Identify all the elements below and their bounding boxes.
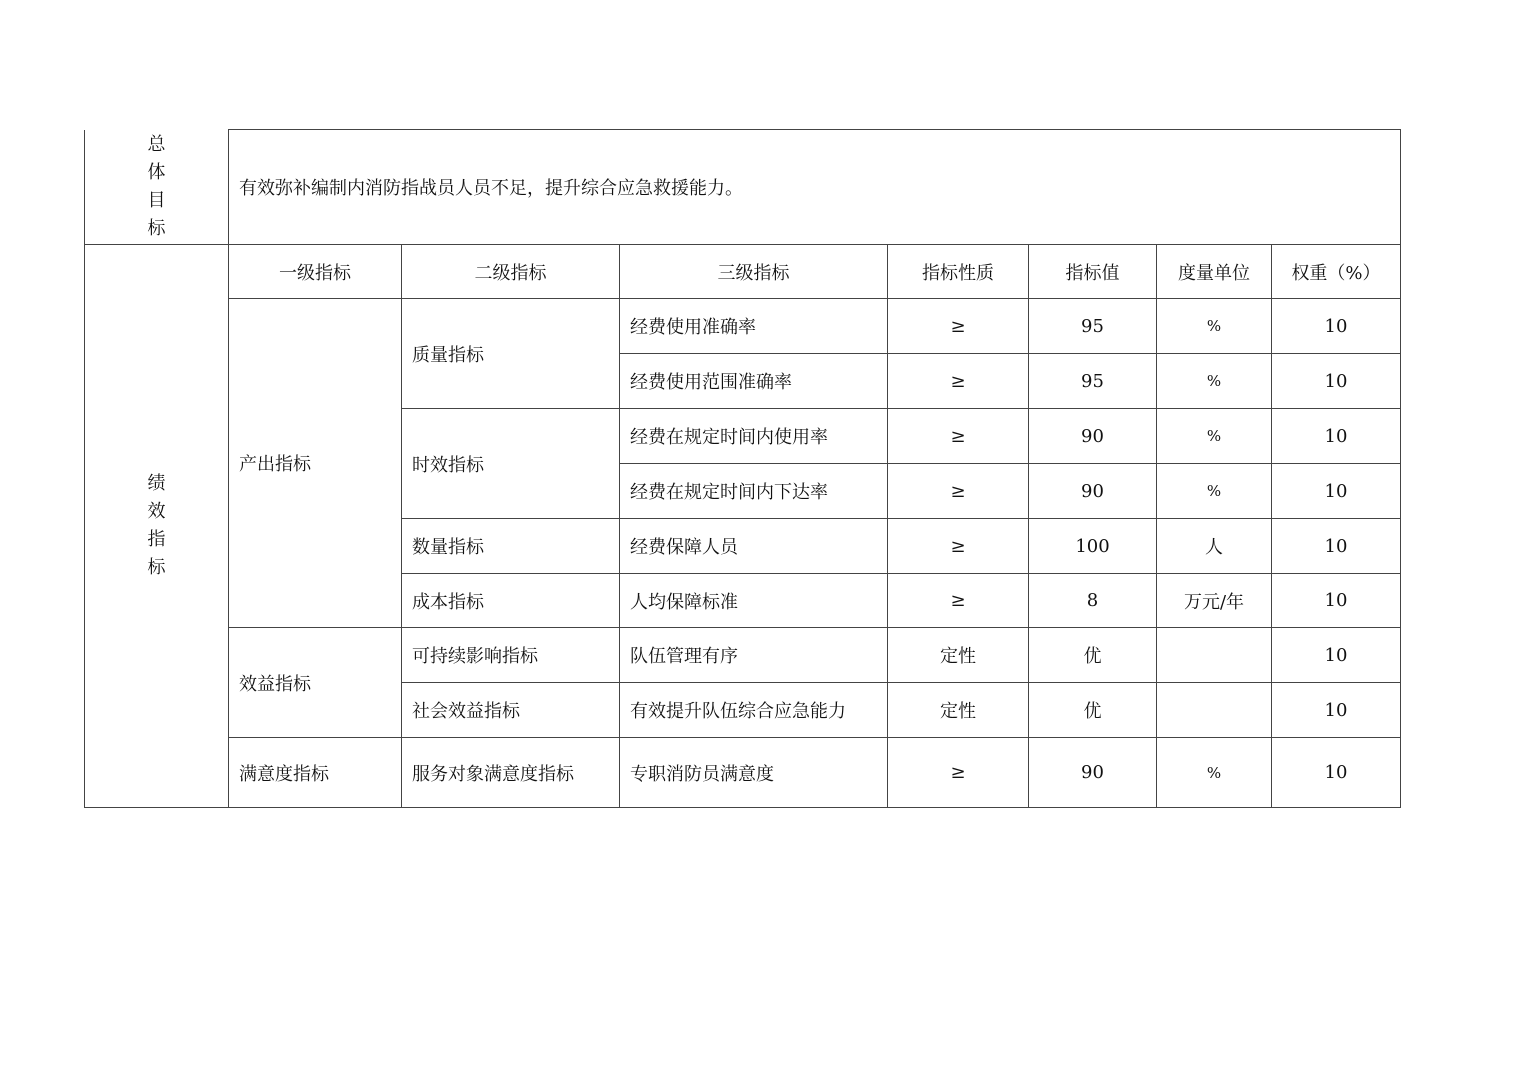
group-satisfaction: 满意度指标 bbox=[229, 738, 402, 808]
subgroup-quantity: 数量指标 bbox=[402, 519, 620, 574]
indicator-weight: 10 bbox=[1272, 299, 1401, 354]
indicator-weight: 10 bbox=[1272, 574, 1401, 628]
table-row bbox=[85, 738, 1401, 808]
indicator-weight: 10 bbox=[1272, 628, 1401, 683]
indicator-name: 经费在规定时间内使用率 bbox=[620, 409, 888, 464]
indicator-nature: ≥ bbox=[888, 574, 1029, 628]
indicator-name: 有效提升队伍综合应急能力 bbox=[620, 683, 888, 738]
performance-indicator-label: 绩效指标 bbox=[85, 245, 229, 808]
indicator-nature: ≥ bbox=[888, 464, 1029, 519]
indicator-value: 90 bbox=[1029, 464, 1157, 519]
indicator-value: 95 bbox=[1029, 354, 1157, 409]
overall-target-text: 有效弥补编制内消防指战员人员不足，提升综合应急救援能力。 bbox=[229, 130, 1401, 245]
indicator-unit: % bbox=[1157, 464, 1272, 519]
indicator-name: 经费保障人员 bbox=[620, 519, 888, 574]
indicator-unit bbox=[1157, 628, 1272, 683]
indicator-weight: 10 bbox=[1272, 354, 1401, 409]
indicator-value: 95 bbox=[1029, 299, 1157, 354]
indicator-nature: ≥ bbox=[888, 738, 1029, 808]
subgroup-cost: 成本指标 bbox=[402, 574, 620, 628]
indicator-value: 优 bbox=[1029, 628, 1157, 683]
group-benefit: 效益指标 bbox=[229, 628, 402, 738]
indicator-name: 专职消防员满意度 bbox=[620, 738, 888, 808]
subgroup-service: 服务对象满意度指标 bbox=[402, 738, 620, 808]
header-level3: 三级指标 bbox=[620, 245, 888, 299]
indicator-unit: % bbox=[1157, 409, 1272, 464]
indicator-weight: 10 bbox=[1272, 519, 1401, 574]
table-row bbox=[85, 628, 1401, 683]
indicator-name: 人均保障标准 bbox=[620, 574, 888, 628]
indicator-nature: ≥ bbox=[888, 409, 1029, 464]
indicator-value: 90 bbox=[1029, 738, 1157, 808]
table-row bbox=[85, 299, 1401, 354]
indicator-name: 经费使用范围准确率 bbox=[620, 354, 888, 409]
indicator-value: 优 bbox=[1029, 683, 1157, 738]
indicator-nature: ≥ bbox=[888, 519, 1029, 574]
indicator-name: 队伍管理有序 bbox=[620, 628, 888, 683]
indicator-unit bbox=[1157, 683, 1272, 738]
indicator-weight: 10 bbox=[1272, 409, 1401, 464]
indicator-unit: % bbox=[1157, 299, 1272, 354]
indicator-unit: % bbox=[1157, 354, 1272, 409]
indicator-unit: % bbox=[1157, 738, 1272, 808]
indicator-unit: 人 bbox=[1157, 519, 1272, 574]
indicator-nature: 定性 bbox=[888, 683, 1029, 738]
indicator-value: 90 bbox=[1029, 409, 1157, 464]
subgroup-sustainable: 可持续影响指标 bbox=[402, 628, 620, 683]
indicator-weight: 10 bbox=[1272, 683, 1401, 738]
indicator-nature: 定性 bbox=[888, 628, 1029, 683]
header-nature: 指标性质 bbox=[888, 245, 1029, 299]
indicator-weight: 10 bbox=[1272, 738, 1401, 808]
header-value: 指标值 bbox=[1029, 245, 1157, 299]
header-level1: 一级指标 bbox=[229, 245, 402, 299]
indicator-nature: ≥ bbox=[888, 354, 1029, 409]
header-unit: 度量单位 bbox=[1157, 245, 1272, 299]
indicator-name: 经费在规定时间内下达率 bbox=[620, 464, 888, 519]
subgroup-quality: 质量指标 bbox=[402, 299, 620, 409]
indicator-value: 8 bbox=[1029, 574, 1157, 628]
header-level2: 二级指标 bbox=[402, 245, 620, 299]
performance-target-table bbox=[84, 129, 1401, 808]
subgroup-social: 社会效益指标 bbox=[402, 683, 620, 738]
indicator-name: 经费使用准确率 bbox=[620, 299, 888, 354]
group-output: 产出指标 bbox=[229, 299, 402, 628]
indicator-unit: 万元/年 bbox=[1157, 574, 1272, 628]
indicator-value: 100 bbox=[1029, 519, 1157, 574]
indicator-weight: 10 bbox=[1272, 464, 1401, 519]
header-weight: 权重（%） bbox=[1272, 245, 1401, 299]
indicator-nature: ≥ bbox=[888, 299, 1029, 354]
subgroup-timeliness: 时效指标 bbox=[402, 409, 620, 519]
overall-target-label: 总体目标 bbox=[85, 130, 229, 245]
